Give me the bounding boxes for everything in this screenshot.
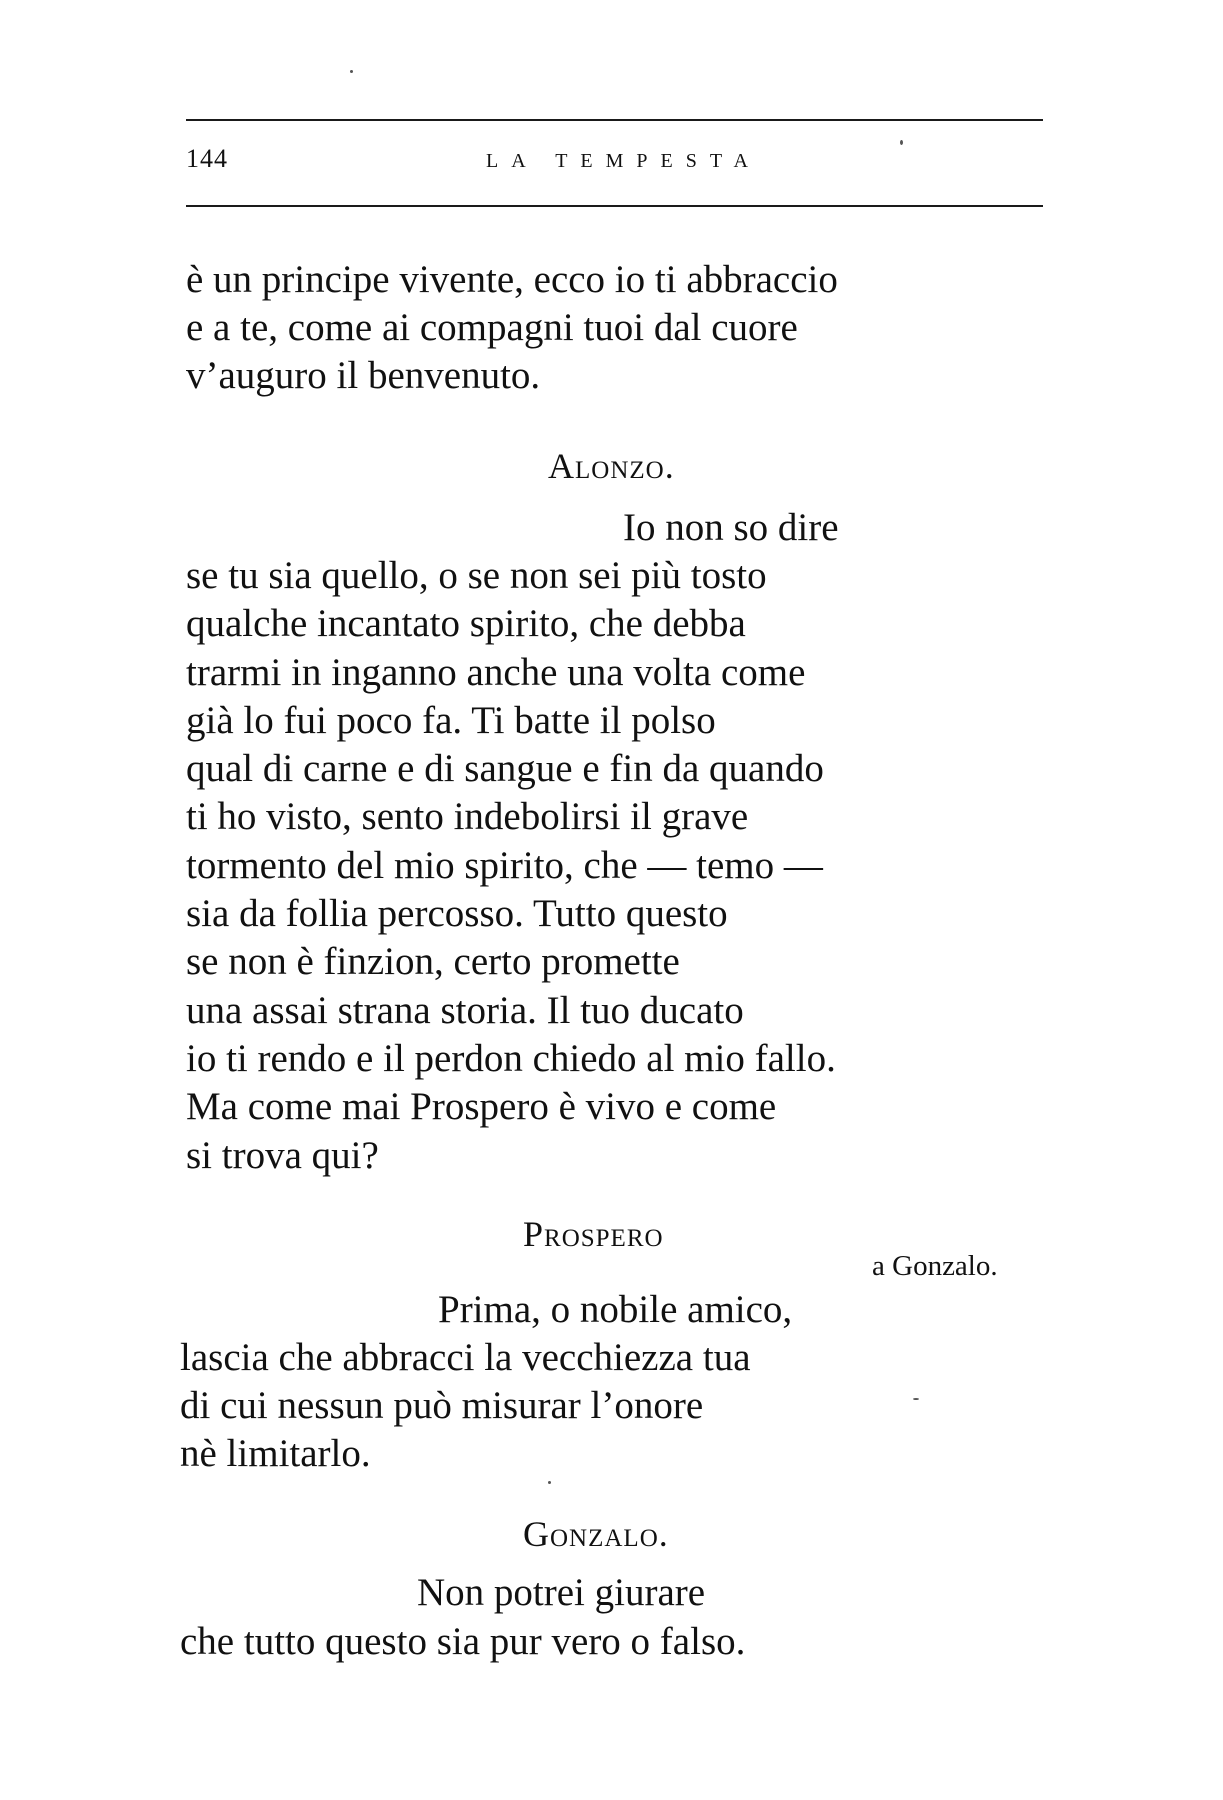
running-title: LA TEMPESTA [486, 150, 761, 172]
verse-line: sia da follia percosso. Tutto questo [186, 892, 728, 935]
verse-line: già lo fui poco fa. Ti batte il polso [186, 699, 716, 742]
verse-line: v’auguro il benvenuto. [186, 354, 541, 397]
verse-line: tormento del mio spirito, che — temo — [186, 844, 823, 887]
header-rule-bottom [186, 205, 1043, 207]
speaker-prospero: Prospero [523, 1214, 664, 1254]
print-speck [900, 140, 903, 145]
verse-line: di cui nessun può misurar l’onore [180, 1384, 704, 1427]
verse-line: Non potrei giurare [417, 1571, 706, 1614]
speaker-alonzo: Alonzo. [548, 446, 675, 486]
verse-line: Ma come mai Prospero è vivo e come [186, 1085, 777, 1128]
verse-line: una assai strana storia. Il tuo ducato [186, 989, 744, 1032]
print-speck [913, 1398, 919, 1400]
print-speck [548, 1481, 551, 1484]
page-number: 144 [186, 144, 228, 173]
verse-line: Io non so dire [623, 506, 839, 549]
verse-line: se non è finzion, certo promette [186, 940, 680, 983]
verse-line: e a te, come ai compagni tuoi dal cuore [186, 306, 798, 349]
verse-line: trarmi in inganno anche una volta come [186, 651, 806, 694]
verse-line: qual di carne e di sangue e fin da quando [186, 747, 824, 790]
verse-line: si trova qui? [186, 1134, 379, 1177]
verse-line: lascia che abbracci la vecchiezza tua [180, 1336, 751, 1379]
verse-line: ti ho visto, sento indebolirsi il grave [186, 795, 749, 838]
verse-line: io ti rendo e il perdon chiedo al mio fallo. [186, 1037, 836, 1080]
speaker-gonzalo: Gonzalo. [523, 1514, 669, 1554]
verse-line: se tu sia quello, o se non sei più tosto [186, 554, 767, 597]
verse-line: qualche incantato spirito, che debba [186, 602, 746, 645]
stage-direction: a Gonzalo. [872, 1250, 998, 1282]
header-rule-top [186, 119, 1043, 121]
print-speck [350, 70, 353, 73]
verse-line: nè limitarlo. [180, 1432, 371, 1475]
verse-line: è un principe vivente, ecco io ti abbraccio [186, 258, 838, 301]
verse-line: Prima, o nobile amico, [438, 1288, 793, 1331]
verse-line: che tutto questo sia pur vero o falso. [180, 1620, 746, 1663]
